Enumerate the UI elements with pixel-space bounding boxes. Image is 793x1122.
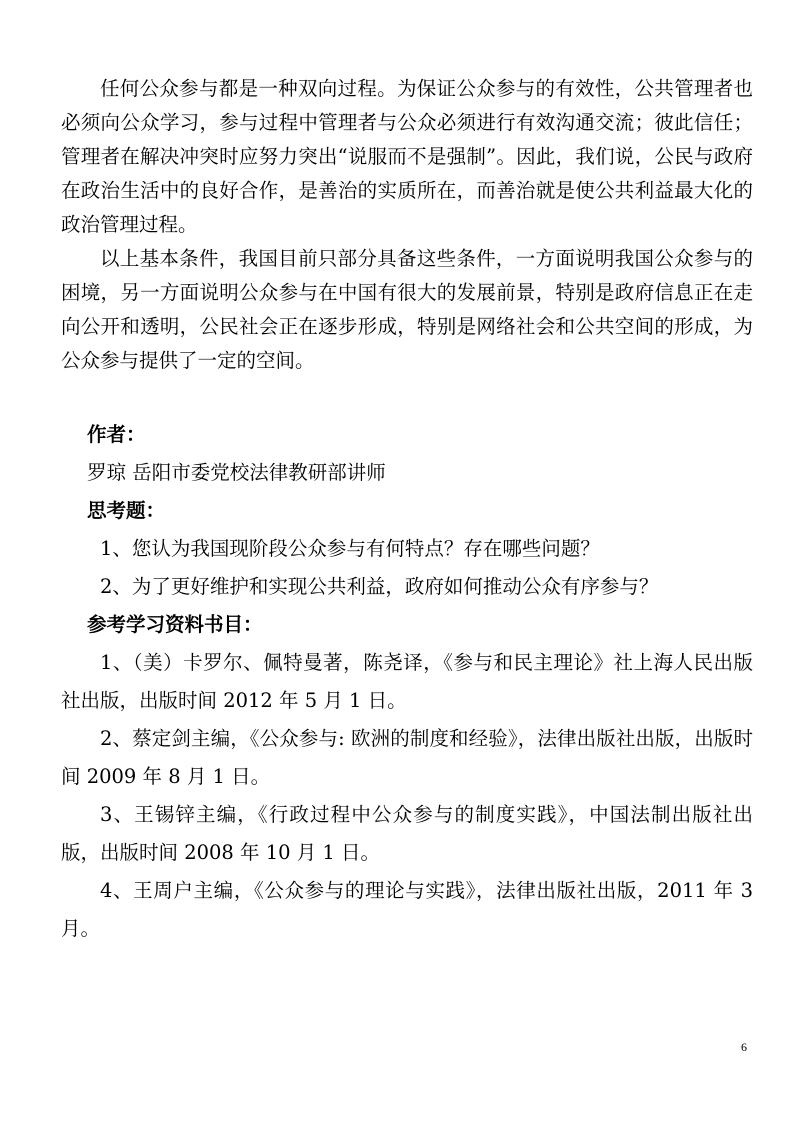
section-gap xyxy=(61,378,753,416)
reference-item-2: 2、蔡定剑主编，《公众参与: 欧洲的制度和经验》，法律出版社出版，出版时间 2009 年 8 月 1 日。 xyxy=(61,727,753,788)
page-content xyxy=(61,72,753,948)
reference-item-3: 3、王锡锌主编，《行政过程中公众参与的制度实践》，中国法制出版社出版，出版时间 2008 年 10 月 1 日。 xyxy=(61,803,753,864)
question-item-2: 2、为了更好维护和实现公共利益，政府如何推动公众有序参与？ xyxy=(100,575,659,598)
reference-item-4: 4、王周户主编，《公众参与的理论与实践》，法律出版社出版，2011 年 3 月。 xyxy=(61,879,753,940)
reference-item-1: 1、（美）卡罗尔、佩特曼著，陈尧译，《参与和民主理论》社上海人民出版社出版，出版时间 2012 年 5 月 1 日。 xyxy=(61,651,753,712)
page-number: 6 xyxy=(741,1040,747,1054)
author-heading: 作者： xyxy=(87,423,146,446)
author-text: 罗琼 岳阳市委党校法律教研部讲师 xyxy=(87,461,386,484)
body-paragraph-1: 任何公众参与都是一种双向过程。为保证公众参与的有效性，公共管理者也必须向公众学习，参与过程中管理者与公众必须进行有效沟通交流；彼此信任；管理者在解决冲突时应努力突出“说服而不是强制”。因此，我们说，公民与政府在政治生活中的良好合作，是善治的实质所在，而善治就是使公共利益最大化的政治管理过程。 xyxy=(61,77,753,236)
question-item-1: 1、您认为我国现阶段公众参与有何特点？存在哪些问题？ xyxy=(100,537,600,560)
references-heading: 参考学习资料书目： xyxy=(87,613,263,636)
questions-heading: 思考题： xyxy=(87,499,166,522)
body-paragraph-2: 以上基本条件，我国目前只部分具备这些条件，一方面说明我国公众参与的困境，另一方面说明公众参与在中国有很大的发展前景，特别是政府信息正在走向公开和透明，公民社会正在逐步形成，特别是网络社会和公共空间的形成，为公众参与提供了一定的空间。 xyxy=(61,247,753,372)
